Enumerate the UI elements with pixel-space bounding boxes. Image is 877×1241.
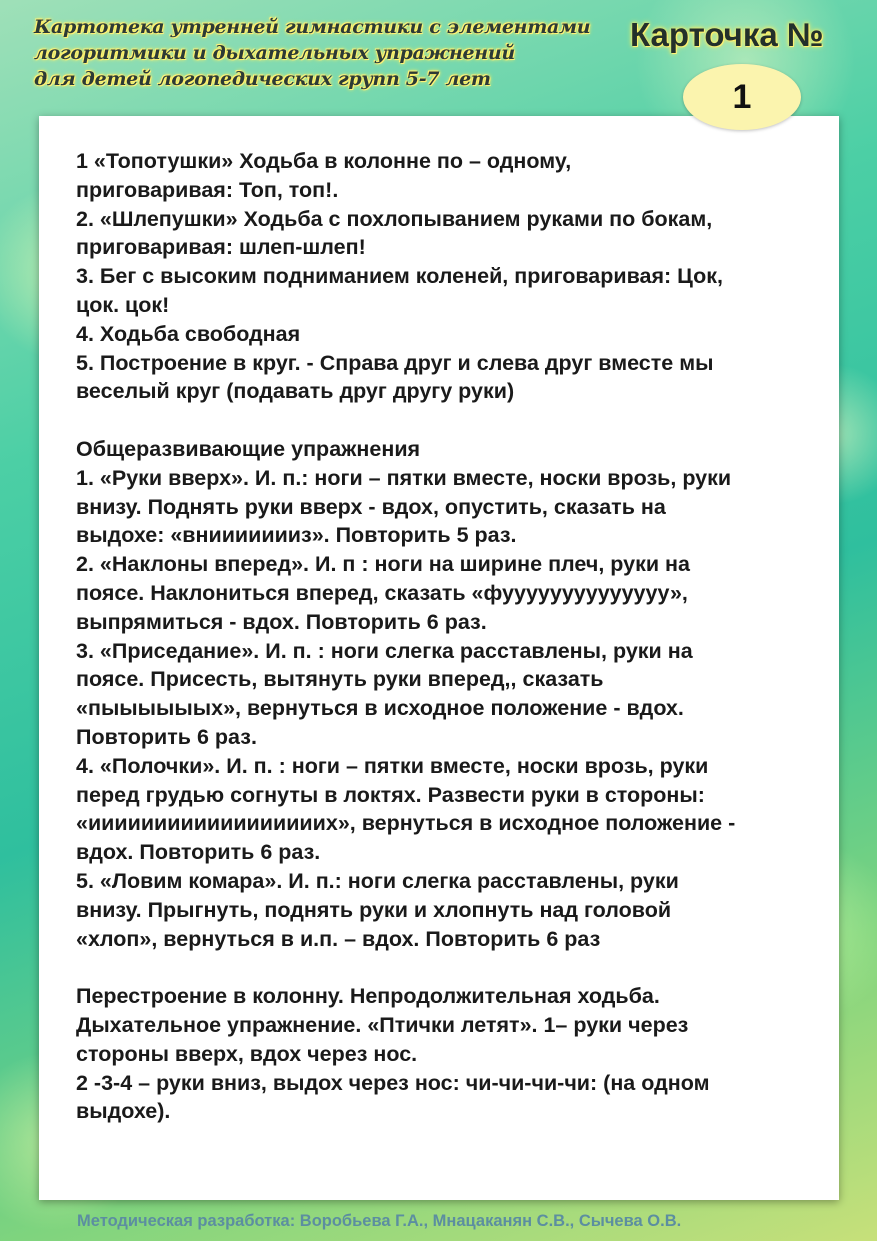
text-line: веселый круг (подавать друг другу руки) bbox=[76, 379, 515, 404]
text-line: 4. Ходьба свободная bbox=[76, 321, 301, 346]
text-line: Перестроение в колонну. Непродолжительная ходьба. bbox=[76, 984, 660, 1009]
card-text bbox=[76, 147, 828, 1126]
text-line: 1 «Топотушки» Ходьба в колонне по – одному, bbox=[76, 149, 572, 173]
footer-credit: Методическая разработка: Воробьева Г.А., Мнацаканян С.В., Сычева О.В. bbox=[77, 1212, 682, 1230]
title-line: для детей логопедических групп 5-7 лет bbox=[34, 68, 491, 90]
content-card bbox=[39, 116, 839, 1200]
text-line: выдохе: «вниииииииз». Повторить 5 раз. bbox=[76, 523, 517, 548]
text-line: «иииииииииииииииииих», вернуться в исходное положение - bbox=[76, 811, 736, 836]
text-line: 3. Бег с высоким подниманием коленей, приговаривая: Цок, bbox=[76, 264, 724, 289]
text-line: 1. «Руки вверх». И. п.: ноги – пятки вместе, носки врозь, руки bbox=[76, 465, 732, 490]
text-line: 4. «Полочки». И. п. : ноги – пятки вместе, носки врозь, руки bbox=[76, 753, 709, 778]
text-line: 3. «Приседание». И. п. : ноги слегка расставлены, руки на bbox=[76, 638, 693, 663]
text-line: выдохе). bbox=[76, 1099, 171, 1124]
text-line: поясе. Наклониться вперед, сказать «фуууууууууууууу», bbox=[76, 580, 688, 605]
text-line: вдох. Повторить 6 раз. bbox=[76, 840, 321, 865]
text-line: Дыхательное упражнение. «Птички летят». 1– руки через bbox=[76, 1012, 689, 1037]
text-line: приговаривая: Топ, топ!. bbox=[76, 177, 339, 202]
text-line: стороны вверх, вдох через нос. bbox=[76, 1041, 418, 1066]
text-line: 2. «Наклоны вперед». И. п : ноги на ширине плеч, руки на bbox=[76, 552, 690, 577]
page-title bbox=[34, 14, 614, 92]
text-line: внизу. Прыгнуть, поднять руки и хлопнуть над головой bbox=[76, 897, 672, 922]
text-line: выпрямиться - вдох. Повторить 6 раз. bbox=[76, 609, 487, 634]
text-line: «хлоп», вернуться в и.п. – вдох. Повторить 6 раз bbox=[76, 926, 601, 951]
text-line: 2. «Шлепушки» Ходьба с похлопыванием руками по бокам, bbox=[76, 206, 713, 231]
card-number-badge: 1 bbox=[683, 64, 801, 130]
text-line: Повторить 6 раз. bbox=[76, 724, 257, 749]
section-gap bbox=[76, 406, 828, 435]
text-line: «пыыыыыых», вернуться в исходное положение - вдох. bbox=[76, 696, 684, 721]
text-line: 5. «Ловим комара». И. п.: ноги слегка расставлены, руки bbox=[76, 868, 679, 893]
title-line: Картотека утренней гимнастики с элементами bbox=[34, 16, 591, 38]
text-line: цок. цок! bbox=[76, 292, 170, 317]
text-line: приговаривая: шлеп-шлеп! bbox=[76, 235, 366, 260]
card-label: Карточка № bbox=[630, 16, 824, 53]
text-line: 2 -3-4 – руки вниз, выдох через нос: чи-чи-чи-чи: (на одном bbox=[76, 1070, 710, 1095]
section-gap bbox=[76, 953, 828, 982]
text-line: 5. Построение в круг. - Справа друг и слева друг вместе мы bbox=[76, 350, 714, 375]
intro-section bbox=[76, 147, 828, 406]
text-line: поясе. Присесть, вытянуть руки вперед,, сказать bbox=[76, 667, 604, 692]
finale-section bbox=[76, 982, 828, 1126]
title-line: логоритмики и дыхательных упражнений bbox=[34, 42, 515, 64]
text-line: перед грудью согнуты в локтях. Развести руки в стороны: bbox=[76, 782, 705, 807]
exercises-section bbox=[76, 435, 828, 953]
section-heading: Общеразвивающие упражнения bbox=[76, 436, 421, 461]
text-line: внизу. Поднять руки вверх - вдох, опустить, сказать на bbox=[76, 494, 666, 519]
